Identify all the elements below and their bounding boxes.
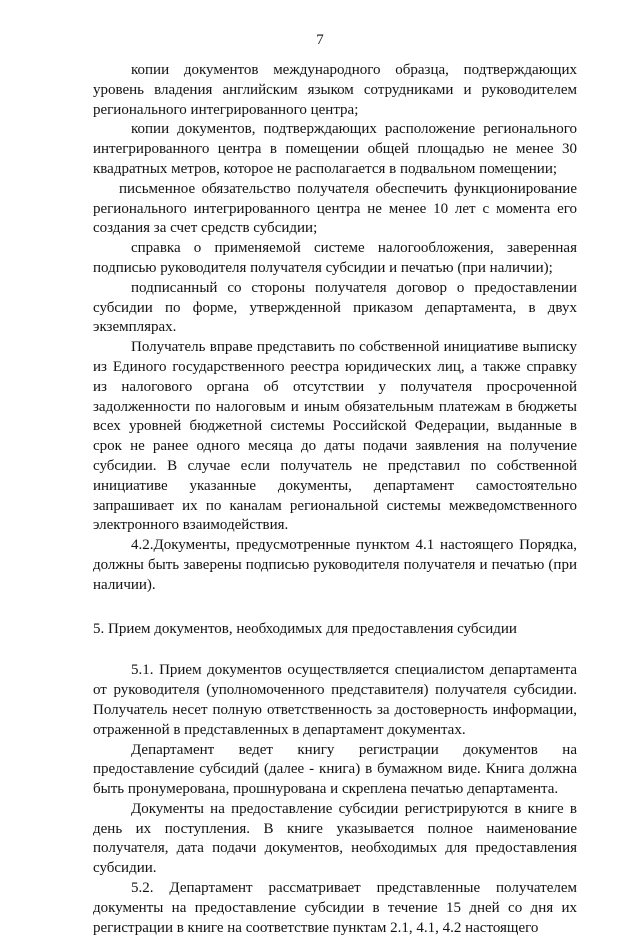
section-title: 5. Прием документов, необходимых для предоставления субсидии: [93, 620, 517, 637]
paragraph: копии документов международного образца, подтверждающих уровень владения английским языком сотрудниками и руководителем регионального интегрированного центра;: [93, 62, 577, 118]
paragraphs-before: [93, 61, 577, 596]
paragraph: 4.2.Документы, предусмотренные пунктом 4.1 настоящего Порядка, должны быть заверены подписью руководителя получателя и печатью (при наличии).: [93, 537, 577, 593]
paragraph: 5.2. Департамент рассматривает представленные получателем документы на предоставление субсидии в течение 15 дней со дня их регистрации в книге на соответствие пунктам 2.1, 4.1, 4.2 настоящего: [93, 880, 577, 936]
paragraph: письменное обязательство получателя обеспечить функционирование регионального интегрированного центра не менее 10 лет с момента его создания за счет средств субсидии;: [93, 180, 577, 237]
paragraph: Документы на предоставление субсидии регистрируются в книге в день их поступления. В книге указывается полное наименование получателя, дата подачи документов, необходимых для предоставления субсидии.: [93, 800, 577, 877]
paragraph: 5.1. Прием документов осуществляется специалистом департамента от руководителя (уполномоченного представителя) получателя субсидии. Получатель несет полную ответственность за достоверность информации, отраженной в представленных в департамент документах.: [93, 662, 577, 738]
paragraph: подписанный со стороны получателя договор о предоставлении субсидии по форме, утвержденной приказом департамента, в двух экземплярах.: [93, 279, 577, 336]
paragraphs-after: [93, 661, 577, 938]
paragraph: Департамент ведет книгу регистрации документов на предоставление субсидий (далее - книга) в бумажном виде. Книга должна быть пронумерована, прошнурована и скреплена печатью департамента.: [93, 741, 577, 798]
page-number: 7: [316, 32, 324, 48]
paragraph: Получатель вправе представить по собственной инициативе выписку из Единого государственного реестра юридических лиц, а также справку из налогового органа об отсутствии у получателя просроченной задолженности по налоговым и иным обязательным платежам в бюджеты всех уровней бюджетной системы Российской Федерации, выданные в срок не ранее одного месяца до даты подачи заявления на получение субсидии. В случае если получатель не представил по собственной инициативе указанные документы, департамент самостоятельно запрашивает их по каналам региональной системы межведомственного электронного взаимодействия.: [93, 339, 577, 534]
paragraph: копии документов, подтверждающих расположение регионального интегрированного центра в помещении общей площадью не менее 30 квадратных метров, которое не располагается в подвальном помещении;: [93, 121, 577, 177]
paragraph: справка о применяемой системе налогообложения, заверенная подписью руководителя получателя субсидии и печатью (при наличии);: [93, 240, 577, 276]
document-body: [93, 61, 577, 938]
